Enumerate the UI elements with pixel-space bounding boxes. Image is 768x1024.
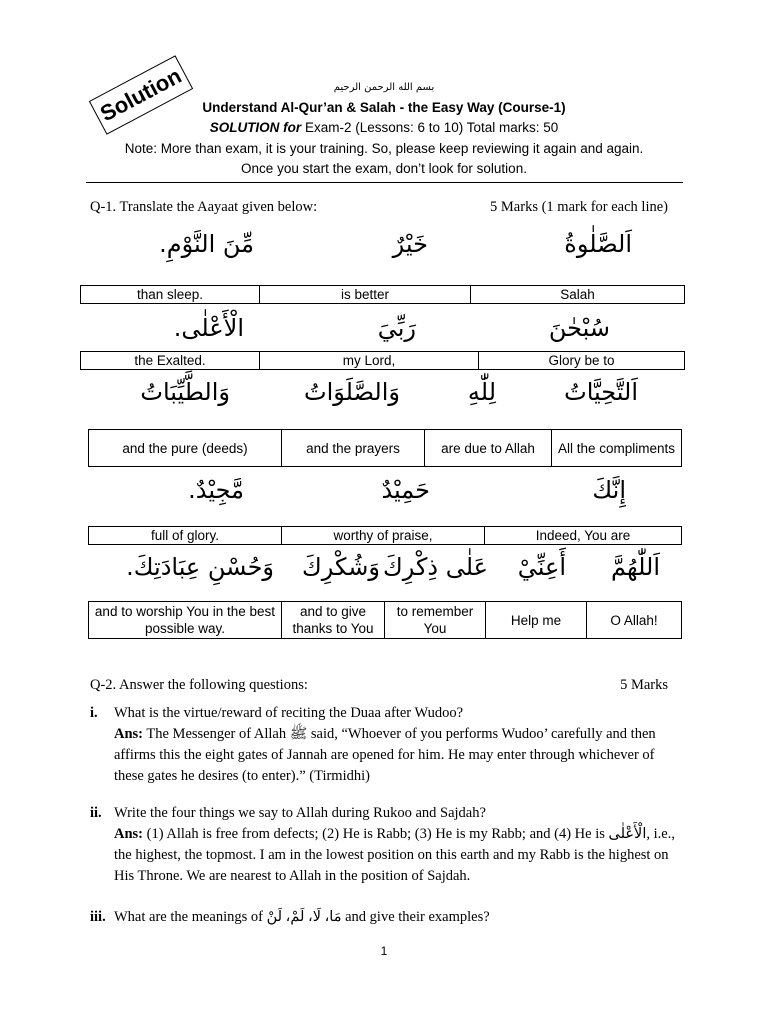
q2-marks: 5 Marks [620, 677, 668, 693]
arabic-word: وَحُسْنِ عِبَادَتِكَ. [126, 553, 274, 581]
arabic-word: عَلٰى ذِكْرِكَ [382, 553, 488, 581]
translation-cell: than sleep. [81, 286, 260, 304]
q1-arabic-row-4 [80, 476, 686, 516]
arabic-word: لِلّٰهِ [467, 378, 496, 406]
q1-marks: 5 Marks (1 mark for each line) [490, 199, 668, 215]
item-number: iii. [90, 909, 106, 925]
q1-translation-row-4 [88, 526, 682, 545]
q1-translation-row-3 [88, 429, 682, 467]
note-line-1: Note: More than exam, it is your training. So, please keep reviewing it again and again. [124, 141, 644, 156]
q1-arabic-row-1 [80, 230, 686, 270]
translation-cell: to remember You [385, 602, 486, 639]
translation-cell: full of glory. [89, 527, 282, 545]
q1-translation-row-5 [88, 601, 682, 639]
answer-text [114, 824, 684, 887]
answer-text [114, 724, 684, 787]
arabic-word: اَللّٰهُمَّ [611, 553, 660, 581]
translation-cell: worthy of praise, [282, 527, 485, 545]
translation-cell: the Exalted. [81, 352, 260, 370]
arabic-word: حَمِيْدٌ [381, 476, 430, 504]
q1-translation-row-1 [80, 285, 685, 304]
answer-label: Ans: [114, 726, 144, 742]
translation-cell: Help me [486, 602, 587, 639]
translation-cell: and the pure (deeds) [89, 430, 282, 467]
solution-label: SOLUTION for [209, 120, 302, 135]
answer-label: Ans: [114, 826, 144, 842]
translation-cell: O Allah! [587, 602, 682, 639]
arabic-word: وَالصَّلَوَاتُ [304, 378, 400, 406]
translation-cell: my Lord, [260, 352, 479, 370]
page-number: 1 [380, 944, 388, 958]
header-divider [86, 182, 683, 183]
q2-title: Q-2. Answer the following questions: [90, 677, 308, 693]
q1-arabic-row-3 [80, 378, 686, 418]
q1-title: Q-1. Translate the Aayaat given below: [90, 199, 318, 215]
translation-cell: All the compliments [552, 430, 682, 467]
solution-stamp: Solution [89, 55, 193, 135]
answer-body: The Messenger of Allah ﷺ said, “Whoever of you performs Wudoo’ carefully and then affirms this the eight gates of Jannah are opened for him. He may enter through whichever of these gates he desires (to enter).” (Tirmidhi) [114, 726, 656, 784]
translation-cell: Indeed, You are [485, 527, 682, 545]
translation-cell: and to give thanks to You [282, 602, 385, 639]
arabic-word: إِنَّكَ [592, 476, 626, 504]
question-text: What is the virtue/reward of reciting the Duaa after Wudoo? [114, 705, 464, 721]
translation-cell: are due to Allah [425, 430, 552, 467]
note-line-2: Once you start the exam, don’t look for solution. [241, 161, 527, 176]
translation-cell: and the prayers [282, 430, 425, 467]
arabic-word: أَعِنِّيْ [517, 553, 566, 581]
arabic-word: الْأَعْلٰى. [173, 314, 244, 342]
translation-cell: is better [260, 286, 471, 304]
arabic-word: خَيْرٌ [392, 230, 428, 258]
item-number: i. [90, 705, 98, 721]
arabic-word: اَلصَّلٰوةُ [564, 230, 632, 258]
q1-arabic-row-5 [80, 553, 686, 593]
question-text: Write the four things we say to Allah during Rukoo and Sajdah? [114, 805, 486, 821]
arabic-word: مِّنَ النَّوْمِ. [159, 230, 254, 258]
exam-info: Exam-2 (Lessons: 6 to 10) Total marks: 50 [301, 120, 559, 135]
arabic-word: اَلتَّحِيَّاتُ [564, 378, 638, 406]
exam-subtitle [0, 120, 768, 135]
bismillah: بسم الله الرحمن الرحيم [333, 82, 435, 93]
arabic-word: مَّجِيْدٌ. [188, 476, 244, 504]
arabic-word: رَبِّيَ [377, 314, 416, 342]
q1-translation-row-2 [80, 351, 685, 370]
translation-cell: Glory be to [479, 352, 685, 370]
arabic-word: وَالطَّيِّبَاتُ [140, 378, 230, 406]
item-number: ii. [90, 805, 102, 821]
arabic-word: سُبْحٰنَ [548, 314, 610, 342]
translation-cell: and to worship You in the best possible way. [89, 602, 282, 639]
course-title: Understand Al-Qur’an & Salah - the Easy Way (Course-1) [202, 100, 566, 115]
answer-body: (1) Allah is free from defects; (2) He is Rabb; (3) He is my Rabb; and (4) He is الْأَعْلٰى, i.e., the highest, the topmost. I am in the lowest position on this earth and my Rabb is the highest on His Throne. We are nearest to Allah in the position of Sajdah. [114, 826, 675, 884]
q1-arabic-row-2 [80, 314, 686, 354]
arabic-word: وَشُكْرِكَ [302, 553, 380, 581]
translation-cell: Salah [471, 286, 685, 304]
question-text: What are the meanings of مَا، لَا، لَمْ، لَنْ and give their examples? [114, 909, 490, 925]
